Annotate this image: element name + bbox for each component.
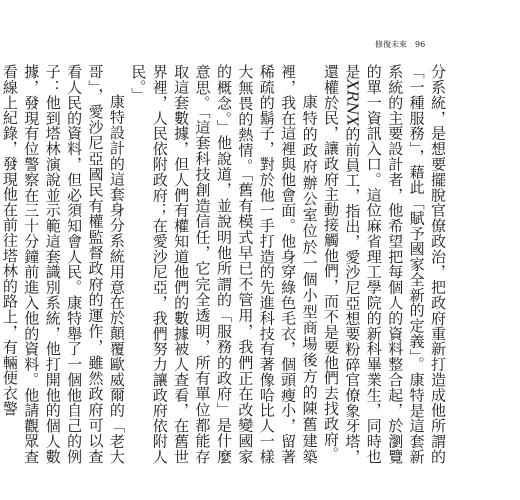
page-number: 96 [415,40,426,49]
paragraph-1: 分系統，是想要擺脫官僚政治，把政府重新打造成他所謂的「一種服務」，藉此「賦予國家全新的定義」。康特是這套新系統的主要設計者，他希望把每個人的資料整合起，於瀏覽的單一資訊入口。這位麻省理工學院的新科畢業生，同時也是𝑋𝑅𝑁𝑋的前員工，指出，愛沙尼亞想要粉碎官僚象牙塔，還權於民，讓政府主動接觸他們，而不是要他們去找政府。 [321,64,447,464]
paragraph-2: 康特的政府辦公室位於一個小型商場後方的陳舊建築裡，我在這裡與他會面。他身穿綠色毛衣，個頭瘦小，留著稀疏的鬍子，對於他一手打造的先進科技有著像哈比人一樣大無畏的熱情。「舊有模式早已不管用，我們正在改變國家的概念。」他說道，並說明他所謂的「服務的政府」是什麼意思。「這套科技創造信任，它完全透明，所有單位都能存取這套數據，但人們有權知道他們的數據被人查看，在舊世界裡，人民依附政府；在愛沙尼亞，我們努力讓政府依附人民。」 [129,64,319,464]
body-text [0,64,448,464]
paragraph-3: 康特設計的這套身分系統用意在於顛覆歐威爾的「老大哥」，愛沙尼亞國民有權監督政府的運作，雖然政府可以查看人民的資料，但必須知會人民。康特舉了一個他自己的例子：他到塔林演說並示範這套識別系統，他打開他的個人數據，發現有位警察在三十分鐘前進入他的資料。他請觀眾查看線上紀錄，發現他在前往塔林的路上，有輛便衣警 [0,64,126,464]
running-header [375,40,455,50]
book-title: 修復未來 [375,40,407,49]
